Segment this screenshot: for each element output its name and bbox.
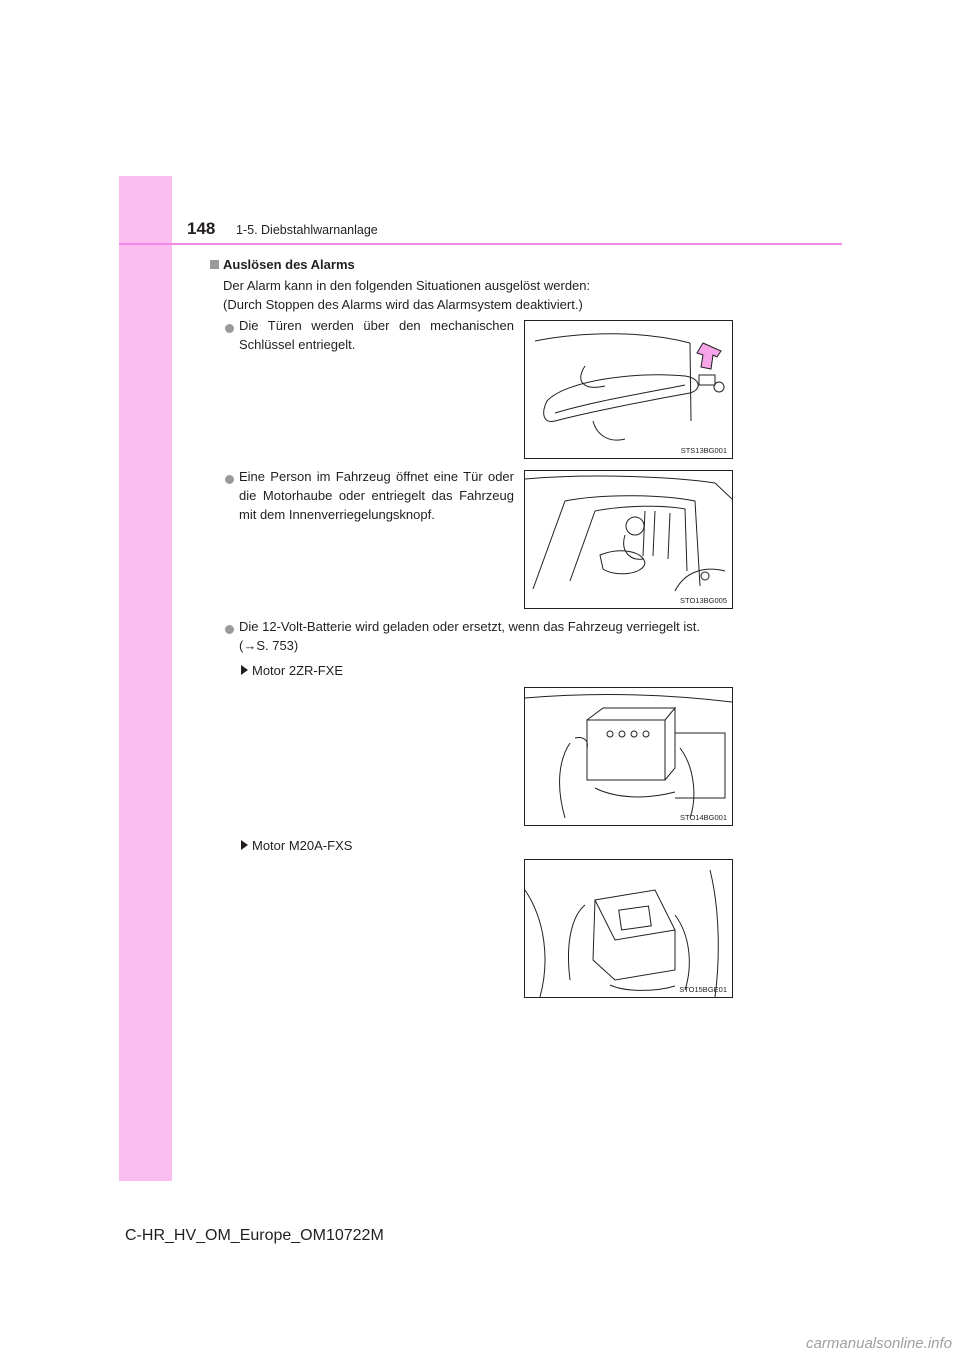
bullet-item: Die Türen werden über den mechanischen Schlüssel entriegelt. [239,318,514,352]
figure-person-in-car [524,470,733,609]
battery-replacement-illustration [525,688,732,825]
figure-battery-m20a [524,859,733,998]
header-rule [119,243,842,245]
door-handle-key-illustration [525,321,732,458]
battery-replacement-illustration [525,860,732,997]
engine-label: Motor M20A-FXS [252,838,353,853]
bullet-item: Die 12-Volt-Batterie wird geladen oder ersetzt, wenn das Fahrzeug verriegelt ist. [239,619,701,634]
circle-bullet-icon [225,324,234,333]
subsection-heading-text: Auslösen des Alarms [223,257,355,272]
intro-line-2: (Durch Stoppen des Alarms wird das Alarmsystem deaktiviert.) [223,297,583,312]
bullet-item: Eine Person im Fahrzeug öffnet eine Tür oder die Motorhaube oder entriegelt das Fahrzeug mit dem Innenverriegelungsknopf. [239,469,514,522]
circle-bullet-icon [225,625,234,634]
figure-code: STO13BG005 [680,596,727,605]
figure-door-key [524,320,733,459]
triangle-bullet-icon [241,840,248,850]
page-reference: (→S. 753) [239,638,299,653]
page-number: 148 [187,219,216,238]
circle-bullet-icon [225,475,234,484]
triangle-bullet-icon [241,665,248,675]
square-bullet-icon [210,260,219,269]
watermark: carmanualsonline.info [806,1335,952,1352]
chapter-sidebar-tab [119,176,172,1181]
figure-code: STO15BGE01 [679,985,727,994]
intro-line-1: Der Alarm kann in den folgenden Situationen ausgelöst werden: [223,278,591,293]
figure-code: STO14BG001 [680,813,727,822]
figure-code: STS13BG001 [680,446,727,455]
figure-battery-2zr [524,687,733,826]
engine-label: Motor 2ZR-FXE [252,663,344,678]
document-id-footer: C-HR_HV_OM_Europe_OM10722M [125,1227,384,1244]
section-title: 1-5. Diebstahlwarnanlage [236,223,378,237]
subsection-heading [210,257,355,272]
person-opening-door-illustration [525,471,732,608]
